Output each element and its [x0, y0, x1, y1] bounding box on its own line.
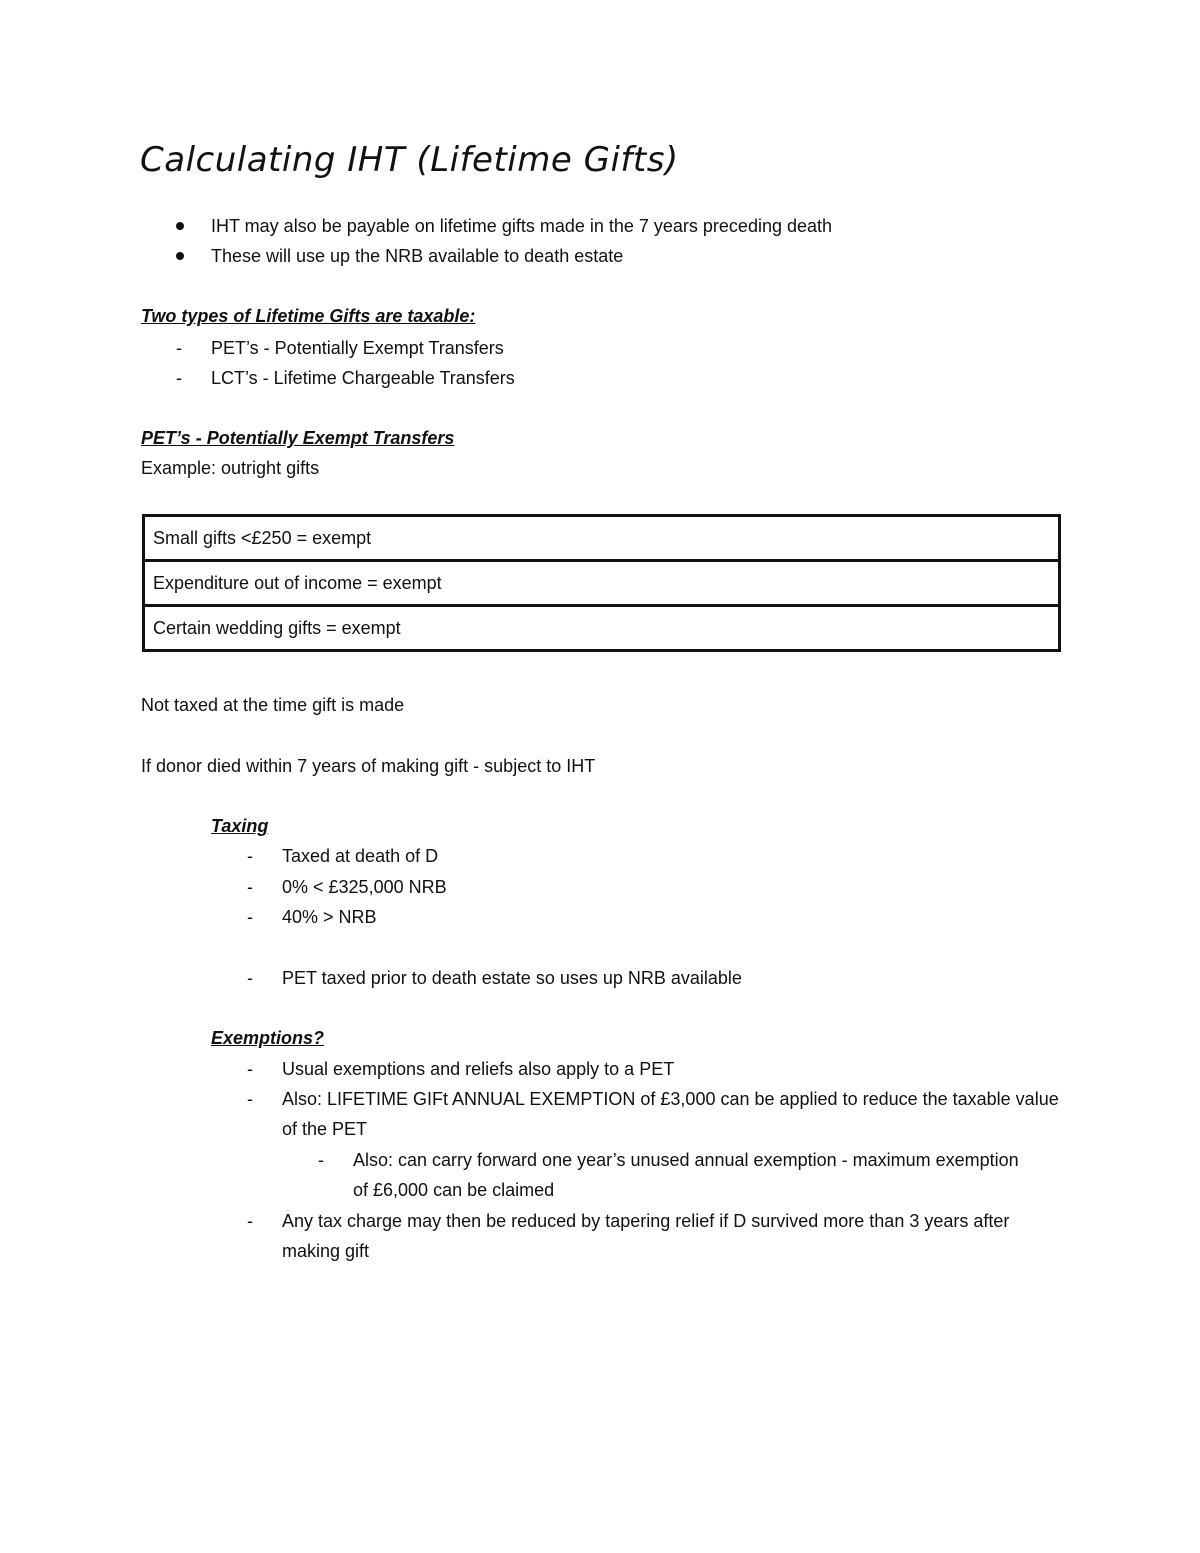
- table-row: [144, 606, 1060, 651]
- type-item-pets: PET’s - Potentially Exempt Transfers: [211, 338, 504, 358]
- dash-marker: -: [247, 907, 253, 927]
- dash-marker: -: [176, 338, 182, 358]
- exemption-item: Also: LIFETIME GIFt ANNUAL EXEMPTION of £3,000 can be applied to reduce the taxable value of the PET: [282, 1089, 1059, 1139]
- taxing-item: PET taxed prior to death estate so uses up NRB available: [282, 968, 742, 988]
- taxing-item: 40% > NRB: [282, 907, 377, 927]
- dash-marker: -: [247, 1089, 253, 1109]
- intro-bullet-2: These will use up the NRB available to death estate: [211, 246, 624, 266]
- table-cell: Expenditure out of income = exempt: [144, 561, 1060, 606]
- exemption-item: Any tax charge may then be reduced by tapering relief if D survived more than 3 years after making gift: [282, 1211, 1010, 1261]
- dash-marker: -: [247, 877, 253, 897]
- types-heading: Two types of Lifetime Gifts are taxable:: [141, 306, 476, 326]
- pets-heading: PET’s - Potentially Exempt Transfers: [141, 428, 455, 448]
- exemption-item: Usual exemptions and reliefs also apply to a PET: [282, 1059, 675, 1079]
- dash-marker: -: [247, 968, 253, 988]
- dash-marker: -: [247, 846, 253, 866]
- bullet-dot-icon: [176, 222, 184, 230]
- if-donor-text: If donor died within 7 years of making gift - subject to IHT: [141, 756, 596, 776]
- not-taxed-text: Not taxed at the time gift is made: [141, 695, 405, 715]
- page-title: Calculating IHT (Lifetime Gifts): [140, 140, 679, 180]
- dash-marker: -: [318, 1150, 324, 1170]
- exempt-gifts-table: [142, 514, 1061, 652]
- taxing-heading: Taxing: [211, 816, 269, 836]
- intro-bullet-1: IHT may also be payable on lifetime gifts made in the 7 years preceding death: [211, 216, 833, 236]
- table-row: [144, 561, 1060, 606]
- pets-example: Example: outright gifts: [141, 458, 320, 478]
- dash-marker: -: [247, 1211, 253, 1231]
- exemption-subitem: Also: can carry forward one year’s unused annual exemption - maximum exemption of £6,000 can be claimed: [353, 1150, 1019, 1200]
- taxing-item: Taxed at death of D: [282, 846, 439, 866]
- table-cell: Small gifts <£250 = exempt: [144, 516, 1060, 561]
- exemptions-heading: Exemptions?: [211, 1028, 325, 1048]
- table-row: [144, 516, 1060, 561]
- type-item-lcts: LCT’s - Lifetime Chargeable Transfers: [211, 368, 515, 388]
- bullet-dot-icon: [176, 252, 184, 260]
- dash-marker: -: [176, 368, 182, 388]
- table-cell: Certain wedding gifts = exempt: [144, 606, 1060, 651]
- dash-marker: -: [247, 1059, 253, 1079]
- taxing-item: 0% < £325,000 NRB: [282, 877, 447, 897]
